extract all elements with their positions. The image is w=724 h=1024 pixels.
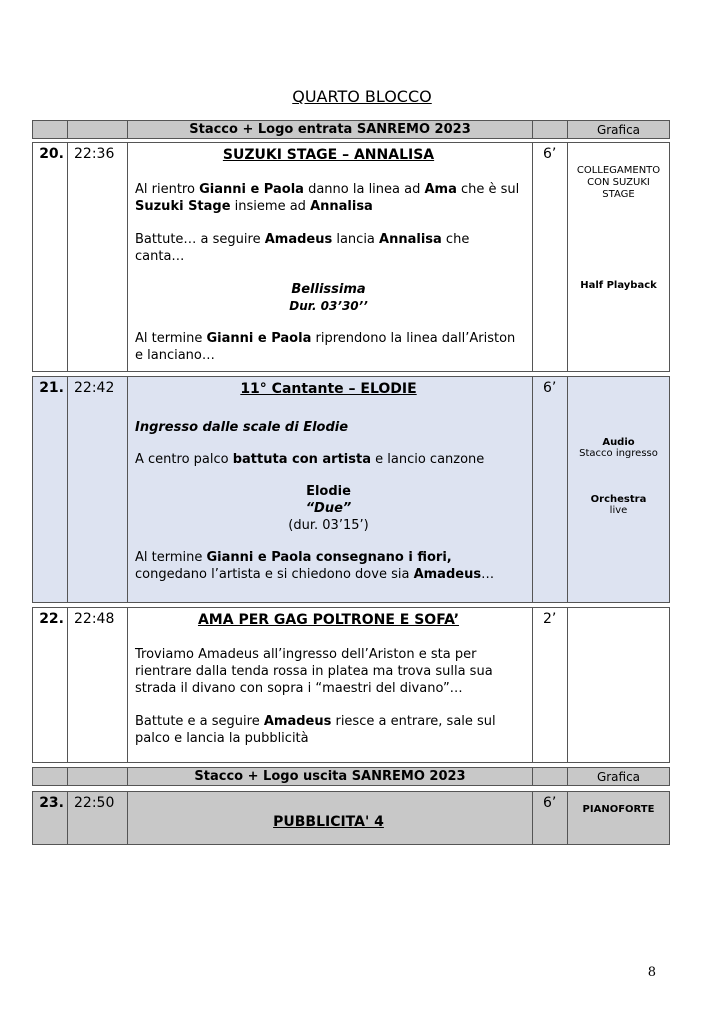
- row-20: [32, 142, 670, 372]
- side-note: COLLEGAMENTO CON SUZUKI STAGE: [576, 165, 661, 200]
- row-number: 21.: [33, 377, 68, 603]
- row-side: [568, 608, 670, 763]
- song-title: Bellissima: [291, 282, 366, 297]
- row-time: 22:36: [68, 143, 128, 372]
- header-entrata-label: Stacco + Logo entrata SANREMO 2023: [128, 121, 533, 139]
- header-entrata: [32, 120, 670, 139]
- paragraph: Troviamo Amadeus all’ingresso dell’Ariston e sta per rientrare dalla tenda rossa in platea ma trova sulla sua strada il divano con sopra i “maestri del divano”…: [135, 647, 493, 696]
- paragraph: Battute e a seguire Amadeus riesce a entrare, sale sul palco e lancia la pubblicità: [135, 714, 496, 746]
- row-time: 22:48: [68, 608, 128, 763]
- section-title: SUZUKI STAGE – ANNALISA: [222, 147, 435, 163]
- section-title: AMA PER GAG POLTRONE E SOFA’: [197, 612, 460, 628]
- row-number: 23.: [33, 792, 68, 845]
- side-note: live: [609, 505, 628, 516]
- page-number: 8: [647, 965, 656, 980]
- row-duration: 2’: [533, 608, 568, 763]
- row-number: 22.: [33, 608, 68, 763]
- paragraph: Ingresso dalle scale di Elodie: [135, 420, 349, 435]
- row-duration: 6’: [533, 143, 568, 372]
- header-empty-3: [533, 768, 568, 786]
- song-duration: Dur. 03’30’’: [289, 299, 368, 313]
- paragraph: A centro palco battuta con artista e lancio canzone: [135, 452, 485, 467]
- row-duration: 6’: [533, 792, 568, 845]
- section-title: PUBBLICITA' 4: [273, 813, 384, 830]
- row-time: 22:50: [68, 792, 128, 845]
- header-empty-1: [33, 768, 68, 786]
- header-entrata-side: Grafica: [568, 121, 670, 139]
- header-empty-1: [33, 121, 68, 139]
- row-side: [568, 143, 670, 372]
- paragraph: Al termine Gianni e Paola consegnano i fiori, congedano l’artista e si chiedono dove sia Amadeus…: [135, 550, 495, 582]
- row-duration: 6’: [533, 377, 568, 603]
- row-23: [32, 791, 670, 845]
- side-note: Stacco ingresso: [579, 448, 658, 459]
- row-body: [128, 792, 533, 845]
- section-title: 11° Cantante – ELODIE: [240, 381, 417, 397]
- paragraph: Al rientro Gianni e Paola danno la linea ad Ama che è sul Suzuki Stage insieme ad Annalisa: [135, 182, 520, 214]
- header-uscita-side: Grafica: [568, 768, 670, 786]
- row-time: 22:42: [68, 377, 128, 603]
- header-uscita: [32, 767, 670, 786]
- side-note-title: Audio: [602, 437, 635, 448]
- side-note-title: Orchestra: [590, 494, 647, 505]
- song-duration: (dur. 03’15’): [288, 518, 369, 533]
- row-body: [128, 377, 533, 603]
- side-note: Half Playback: [580, 280, 657, 291]
- side-note: PIANOFORTE: [568, 792, 670, 845]
- paragraph: Al termine Gianni e Paola riprendono la linea dall’Ariston e lanciano…: [135, 331, 516, 363]
- row-22: [32, 607, 670, 763]
- header-uscita-label: Stacco + Logo uscita SANREMO 2023: [128, 768, 533, 786]
- paragraph: Battute… a seguire Amadeus lancia Annalisa che canta…: [135, 232, 470, 264]
- artist-name: Elodie: [306, 484, 351, 499]
- row-body: [128, 143, 533, 372]
- header-empty-2: [68, 768, 128, 786]
- header-empty-3: [533, 121, 568, 139]
- row-body: [128, 608, 533, 763]
- row-number: 20.: [33, 143, 68, 372]
- page-title: QUARTO BLOCCO: [292, 87, 432, 106]
- row-side: [568, 377, 670, 603]
- song-title: “Due”: [305, 501, 352, 516]
- header-empty-2: [68, 121, 128, 139]
- row-21: [32, 376, 670, 603]
